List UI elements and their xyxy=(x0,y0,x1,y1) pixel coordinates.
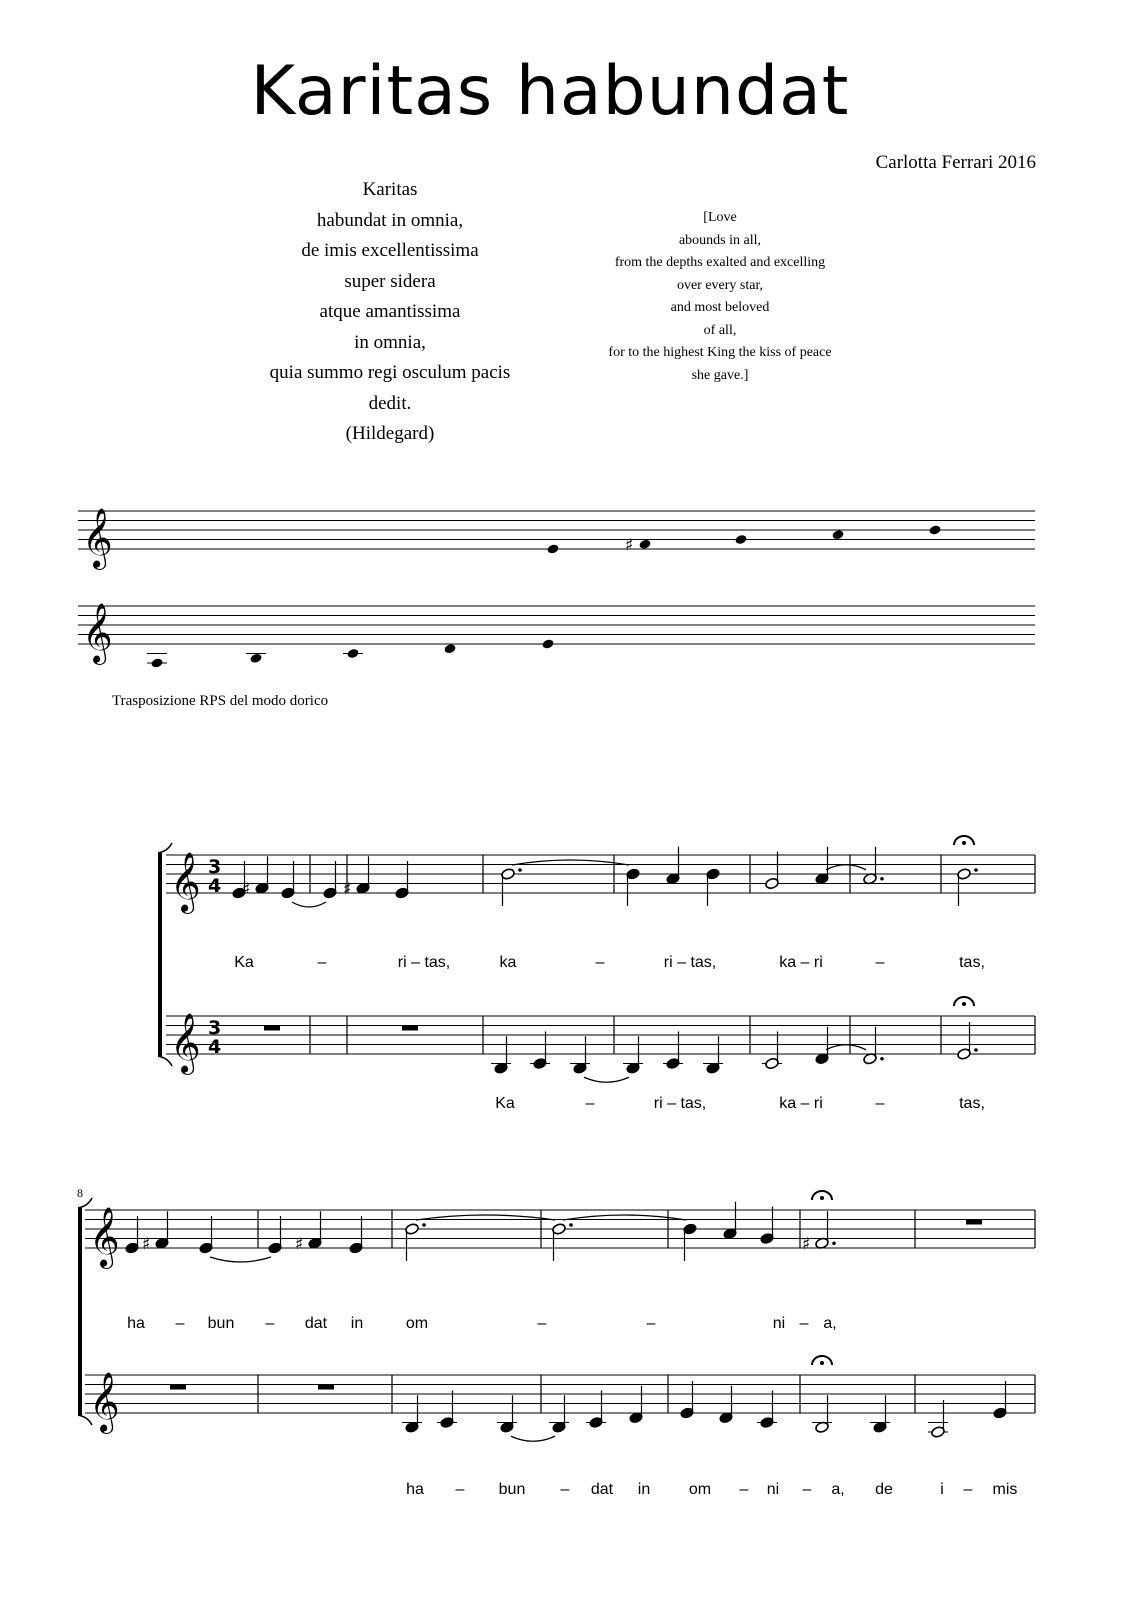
lyric-syllable: dat xyxy=(590,1481,614,1498)
lyric-syllable: – xyxy=(799,1315,809,1332)
english-line: she gave.] xyxy=(691,367,749,383)
lyric-syllable: – xyxy=(739,1481,749,1498)
sharp-icon: ♯ xyxy=(802,1234,811,1255)
augmentation-dot xyxy=(974,1048,978,1052)
lyric-syllable: in xyxy=(637,1481,651,1498)
treble-clef-icon: 𝄞 xyxy=(82,508,113,568)
lyric-syllable: ni xyxy=(766,1481,780,1498)
lyric-syllable: – xyxy=(317,954,327,971)
lyric-syllable: ka – ri xyxy=(779,954,823,971)
sharp-icon: ♯ xyxy=(142,1234,151,1255)
note-head xyxy=(444,644,456,654)
lyric-syllable: om xyxy=(688,1481,712,1498)
note-head xyxy=(250,653,262,663)
whole-rest xyxy=(264,1026,280,1031)
fermata-dot xyxy=(962,1002,966,1006)
note-head xyxy=(151,658,163,668)
english-line: of all, xyxy=(703,322,737,338)
scale-note: Trasposizione RPS del modo dorico xyxy=(112,693,329,709)
latin-line: in omnia, xyxy=(354,331,426,353)
lyric-syllable: tas, xyxy=(959,1095,985,1112)
lyric-syllable: – xyxy=(963,1481,973,1498)
tie-curve xyxy=(826,865,866,870)
lyric-syllable: ri – tas, xyxy=(663,954,717,971)
tie-curve xyxy=(292,902,326,907)
english-line: [Love xyxy=(703,210,737,225)
whole-rest xyxy=(318,1385,334,1390)
composer-credit: Carlotta Ferrari 2016 xyxy=(875,152,1036,173)
lyric-syllable: ka – ri xyxy=(779,1095,823,1112)
lyric-syllable: – xyxy=(875,1095,885,1112)
page-title: Karitas habundat xyxy=(250,52,850,131)
latin-line: atque amantissima xyxy=(319,301,461,322)
lyric-syllable: a, xyxy=(823,1315,837,1332)
time-signature-bottom: 4 xyxy=(208,1036,222,1058)
fermata-dot xyxy=(962,841,966,845)
note-head xyxy=(547,544,559,554)
time-signature-top: 3 xyxy=(208,856,222,878)
treble-clef-icon: 𝄞 xyxy=(82,603,113,663)
treble-clef-icon: 𝄞 xyxy=(170,1013,201,1073)
tie-curve xyxy=(826,1045,866,1050)
sharp-icon: ♯ xyxy=(625,535,634,556)
sharp-icon: ♯ xyxy=(242,879,251,900)
latin-line: habundat in omnia, xyxy=(316,209,464,231)
note-head xyxy=(639,539,651,549)
lyric-syllable: tas, xyxy=(959,954,985,971)
augmentation-dot xyxy=(880,1057,884,1061)
measure-number: 8 xyxy=(77,1186,83,1200)
latin-line: Karitas xyxy=(362,179,418,200)
latin-attribution: (Hildegard) xyxy=(345,423,435,444)
tie-curve xyxy=(584,1077,629,1082)
augmentation-dot xyxy=(422,1223,426,1227)
lyric-syllable: de xyxy=(875,1481,893,1498)
lyric-syllable: – xyxy=(585,1095,595,1112)
latin-line: quia summo regi osculum pacis xyxy=(269,362,511,383)
english-line: and most beloved xyxy=(670,300,770,315)
tie-curve xyxy=(210,1257,271,1262)
lyric-syllable: – xyxy=(646,1315,656,1332)
lyric-syllable: – xyxy=(595,954,605,971)
whole-rest xyxy=(966,1220,982,1225)
augmentation-dot xyxy=(569,1223,573,1227)
lyric-syllable: a, xyxy=(831,1481,845,1498)
lyric-syllable: bun xyxy=(498,1481,526,1498)
english-line: over every star, xyxy=(676,277,764,293)
lyric-syllable: – xyxy=(537,1315,547,1332)
treble-clef-icon: 𝄞 xyxy=(89,1207,120,1267)
lyric-syllable: – xyxy=(175,1315,185,1332)
augmentation-dot xyxy=(518,868,522,872)
english-line: from the depths exalted and excelling xyxy=(614,255,826,270)
whole-rest xyxy=(402,1026,418,1031)
time-signature-top: 3 xyxy=(208,1017,222,1039)
lyric-syllable: ha xyxy=(127,1315,145,1332)
whole-rest xyxy=(170,1385,186,1390)
sharp-icon: ♯ xyxy=(295,1234,304,1255)
treble-clef-icon: 𝄞 xyxy=(89,1372,120,1432)
time-signature-bottom: 4 xyxy=(208,875,222,897)
augmentation-dot xyxy=(880,877,884,881)
note-head xyxy=(929,525,941,535)
english-line: abounds in all, xyxy=(678,232,762,248)
english-line: for to the highest King the kiss of peace xyxy=(608,345,832,360)
lyric-syllable: Ka xyxy=(495,1095,515,1112)
lyric-syllable: ka xyxy=(499,954,517,971)
lyric-syllable: bun xyxy=(207,1315,235,1332)
lyric-syllable: ri – tas, xyxy=(653,1095,707,1112)
fermata-dot xyxy=(820,1196,824,1200)
lyric-syllable: – xyxy=(455,1481,465,1498)
lyric-syllable: – xyxy=(265,1315,275,1332)
latin-line: super sidera xyxy=(344,270,436,292)
latin-line: dedit. xyxy=(368,392,412,414)
augmentation-dot xyxy=(974,868,978,872)
lyric-syllable: dat xyxy=(304,1315,328,1332)
lyric-syllable: – xyxy=(560,1481,570,1498)
lyric-syllable: ri – tas, xyxy=(397,954,451,971)
augmentation-dot xyxy=(832,1241,836,1245)
treble-clef-icon: 𝄞 xyxy=(170,852,201,912)
lyric-syllable: i xyxy=(940,1481,944,1498)
lyric-syllable: Ka xyxy=(234,954,254,971)
lyric-syllable: in xyxy=(350,1315,364,1332)
lyric-syllable: – xyxy=(802,1481,812,1498)
lyric-syllable: mis xyxy=(992,1481,1018,1498)
lyric-syllable: ha xyxy=(406,1481,424,1498)
lyric-syllable: – xyxy=(875,954,885,971)
note-head xyxy=(542,639,554,649)
note-head xyxy=(735,535,747,545)
note-head xyxy=(347,649,359,659)
tie-curve xyxy=(511,1436,555,1441)
note-head xyxy=(832,530,844,540)
fermata-dot xyxy=(820,1361,824,1365)
lyric-syllable: om xyxy=(405,1315,429,1332)
latin-line: de imis excellentissima xyxy=(301,240,479,261)
sharp-icon: ♯ xyxy=(343,879,352,900)
lyric-syllable: ni xyxy=(772,1315,786,1332)
